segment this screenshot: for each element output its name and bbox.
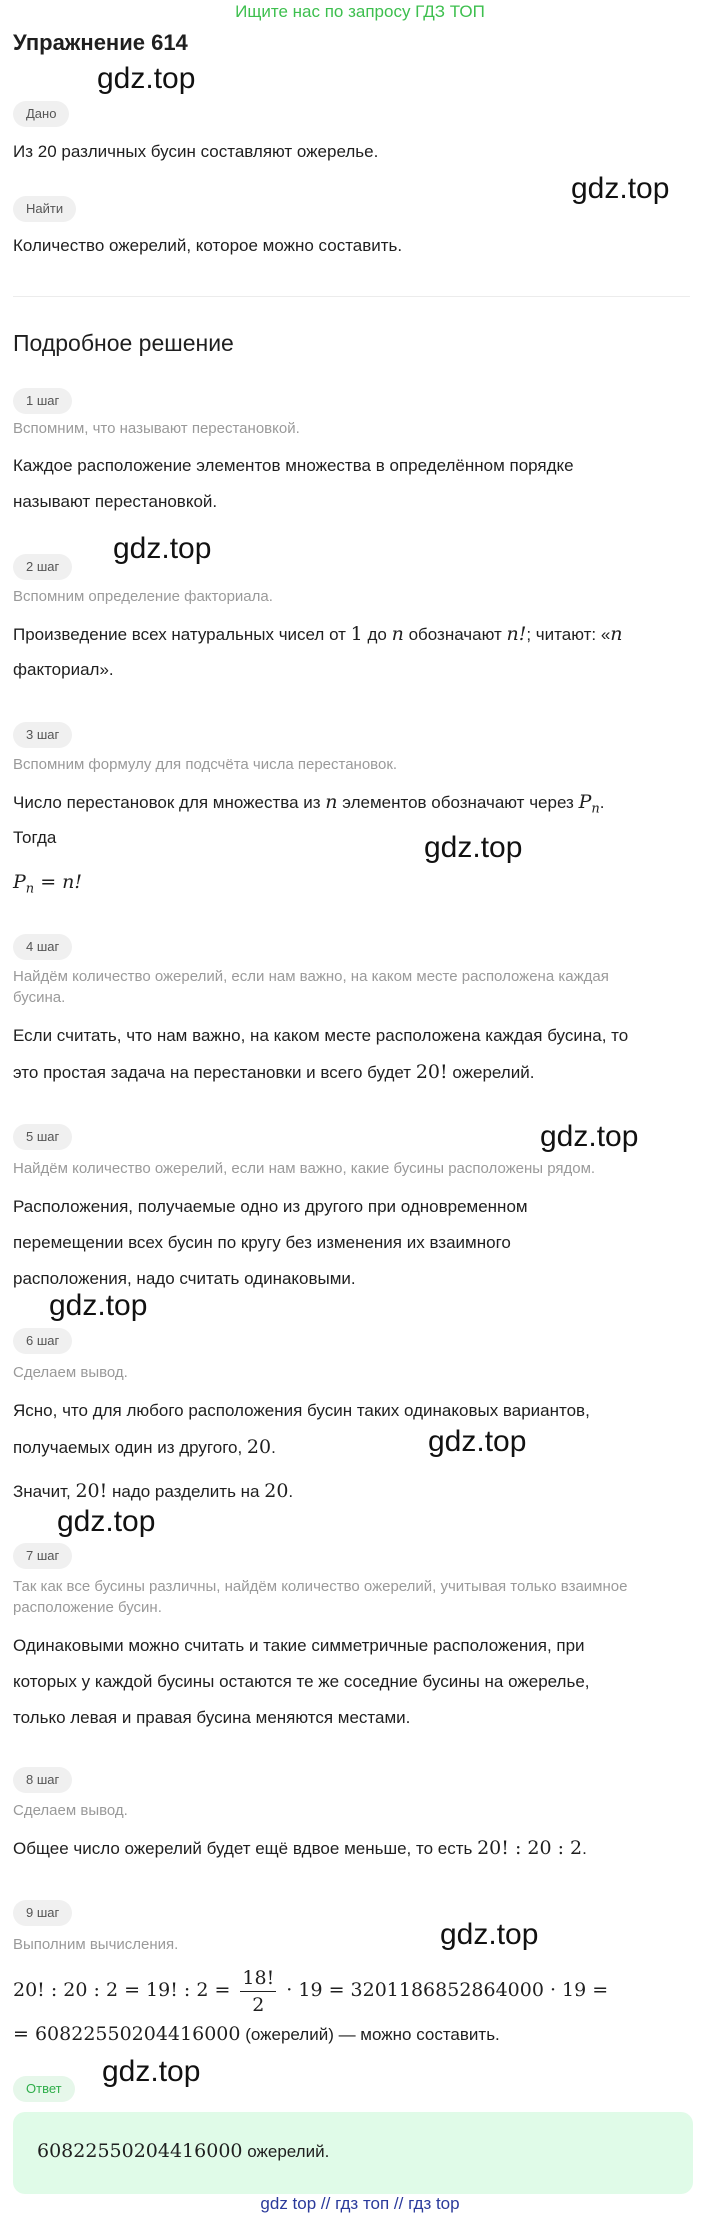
watermark: gdz.top: [113, 532, 212, 565]
top-banner[interactable]: Ищите нас по запросу ГДЗ ТОП: [235, 2, 485, 21]
calculation-line-2: [13, 2016, 693, 2053]
text-run: Общее число ожерелий будет ещё вдвое меньше, то есть: [13, 1839, 478, 1858]
text-run: Значит,: [13, 1482, 76, 1501]
math-expression: 20! : 20 : 2: [477, 1837, 583, 1859]
math-n: n: [391, 623, 404, 645]
step-5-chip: [13, 1124, 72, 1150]
step-4-chip: [13, 934, 72, 960]
step-4-hint: Найдём количество ожерелий, если нам важно, на каком месте расположена каждая: [13, 968, 609, 985]
math-20: 20: [246, 1436, 272, 1458]
step-1-chip: [13, 388, 72, 414]
step-3-hint: Вспомним формулу для подсчёта числа перестановок.: [13, 756, 398, 773]
math-n: n: [610, 623, 623, 645]
step-7-hint: Так как все бусины различны, найдём количество ожерелий, учитывая только взаимное: [13, 1578, 628, 1595]
calculation-line-1: [13, 1960, 608, 2020]
given-text: Из 20 различных бусин составляют ожерелье.: [13, 142, 379, 161]
step-2-chip: [13, 554, 72, 580]
watermark: gdz.top: [49, 1289, 148, 1322]
text-run: ожерелий.: [447, 1063, 535, 1082]
watermark: gdz.top: [571, 172, 670, 205]
step-8-hint: Сделаем вывод.: [13, 1802, 128, 1819]
text-run: ; читают: «: [526, 625, 611, 644]
text-run: (ожерелий) — можно составить.: [240, 2025, 500, 2044]
step-chip-label: 7 шаг: [13, 1543, 72, 1569]
step-chip-label: 8 шаг: [13, 1767, 72, 1793]
answer-rest: ожерелий.: [242, 2142, 330, 2161]
math-p: P: [578, 791, 592, 813]
text-run: элементов обозначают через: [337, 793, 579, 812]
math-20-factorial: 20!: [415, 1061, 448, 1083]
step-1-hint: Вспомним, что называют перестановкой.: [13, 420, 300, 437]
math-run: · 19 = 3201186852864000 · 19 =: [280, 1979, 609, 2001]
fraction: [240, 1965, 276, 2018]
step-chip-label: 5 шаг: [13, 1124, 72, 1150]
step-4-hint: бусина.: [13, 989, 66, 1006]
step-chip-label: 3 шаг: [13, 722, 72, 748]
step-1-line: называют перестановкой.: [13, 492, 218, 511]
text-run: .: [599, 793, 605, 812]
step-7-hint: расположение бусин.: [13, 1599, 162, 1616]
footer-links[interactable]: gdz top // гдз топ // гдз top: [260, 2194, 460, 2213]
math-equals-n-factorial: = n!: [34, 871, 83, 893]
given-chip-label: Дано: [13, 101, 69, 127]
step-2-line: [13, 616, 693, 653]
text-run: надо разделить на: [107, 1482, 265, 1501]
step-5-line: Расположения, получаемые одно из другого при одновременном: [13, 1197, 528, 1216]
math-p: P: [13, 871, 26, 893]
math-one: 1: [350, 623, 363, 645]
step-chip-label: 1 шаг: [13, 388, 72, 414]
step-6-line: [13, 1429, 693, 1466]
step-6-chip: [13, 1328, 72, 1354]
watermark: gdz.top: [424, 831, 523, 864]
step-4-line: Если считать, что нам важно, на каком месте расположена каждая бусина, то: [13, 1026, 629, 1045]
text-run: обозначают: [403, 625, 507, 644]
text-run: .: [288, 1482, 294, 1501]
step-2-hint: Вспомним определение факториала.: [13, 588, 273, 605]
step-7-chip: [13, 1543, 72, 1569]
step-3-chip: [13, 722, 72, 748]
math-subscript: n: [591, 801, 600, 817]
math-run: = 60822550204416000: [13, 2023, 241, 2045]
step-8-line: [13, 1830, 693, 1867]
step-7-line: только левая и правая бусина меняются местами.: [13, 1708, 411, 1727]
answer-chip: [13, 2076, 75, 2102]
math-run: 20! : 20 : 2 = 19! : 2 =: [13, 1979, 237, 2001]
step-7-line: которых у каждой бусины остаются те же соседние бусины на ожерелье,: [13, 1672, 590, 1691]
divider: [13, 296, 690, 297]
watermark: gdz.top: [440, 1918, 539, 1951]
text-run: Число перестановок для множества из: [13, 793, 326, 812]
step-chip-label: 2 шаг: [13, 554, 72, 580]
answer-text: [37, 2140, 329, 2162]
find-text: Количество ожерелий, которое можно составить.: [13, 236, 403, 255]
step-chip-label: 4 шаг: [13, 934, 72, 960]
step-chip-label: 9 шаг: [13, 1900, 72, 1926]
fraction-denominator: 2: [252, 1993, 265, 2016]
math-n: n: [325, 791, 338, 813]
step-5-line: расположения, надо считать одинаковыми.: [13, 1269, 356, 1288]
given-chip: [13, 101, 69, 127]
step-1-line: Каждое расположение элементов множества в определённом порядке: [13, 456, 574, 475]
watermark: gdz.top: [428, 1425, 527, 1458]
text-run: до: [362, 625, 392, 644]
step-3-line: Тогда: [13, 828, 57, 847]
formula-pn: [13, 864, 693, 907]
answer-chip-label: Ответ: [13, 2076, 75, 2102]
step-5-hint: Найдём количество ожерелий, если нам важно, какие бусины расположены рядом.: [13, 1160, 596, 1177]
math-20: 20: [264, 1480, 289, 1502]
math-subscript: n: [25, 881, 35, 897]
math-20-factorial: 20!: [75, 1480, 108, 1502]
find-chip: [13, 196, 76, 222]
text-run: .: [271, 1438, 276, 1457]
step-8-chip: [13, 1767, 72, 1793]
text-run: получаемых один из другого,: [13, 1438, 247, 1457]
answer-value: 60822550204416000: [37, 2140, 243, 2162]
math-n-factorial: n!: [506, 623, 527, 645]
step-9-hint: Выполним вычисления.: [13, 1936, 179, 1953]
text-run: Произведение всех натуральных чисел от: [13, 625, 351, 644]
text-run: это простая задача на перестановки и всего будет: [13, 1063, 416, 1082]
step-6-line: Ясно, что для любого расположения бусин таких одинаковых вариантов,: [13, 1401, 590, 1420]
watermark: gdz.top: [97, 62, 196, 95]
step-2-line: факториал».: [13, 660, 114, 679]
find-chip-label: Найти: [13, 196, 76, 222]
watermark: gdz.top: [57, 1505, 156, 1538]
step-7-line: Одинаковыми можно считать и такие симметричные расположения, при: [13, 1636, 585, 1655]
solution-title: Подробное решение: [13, 330, 234, 356]
step-5-line: перемещении всех бусин по кругу без изменения их взаимного: [13, 1233, 511, 1252]
fraction-numerator: 18!: [240, 1965, 276, 1992]
watermark: gdz.top: [540, 1120, 639, 1153]
step-4-line: [13, 1054, 693, 1091]
step-chip-label: 6 шаг: [13, 1328, 72, 1354]
step-9-chip: [13, 1900, 72, 1926]
page-title: Упражнение 614: [13, 30, 188, 55]
text-run: .: [582, 1839, 587, 1858]
step-6-hint: Сделаем вывод.: [13, 1364, 128, 1381]
watermark: gdz.top: [102, 2055, 201, 2088]
